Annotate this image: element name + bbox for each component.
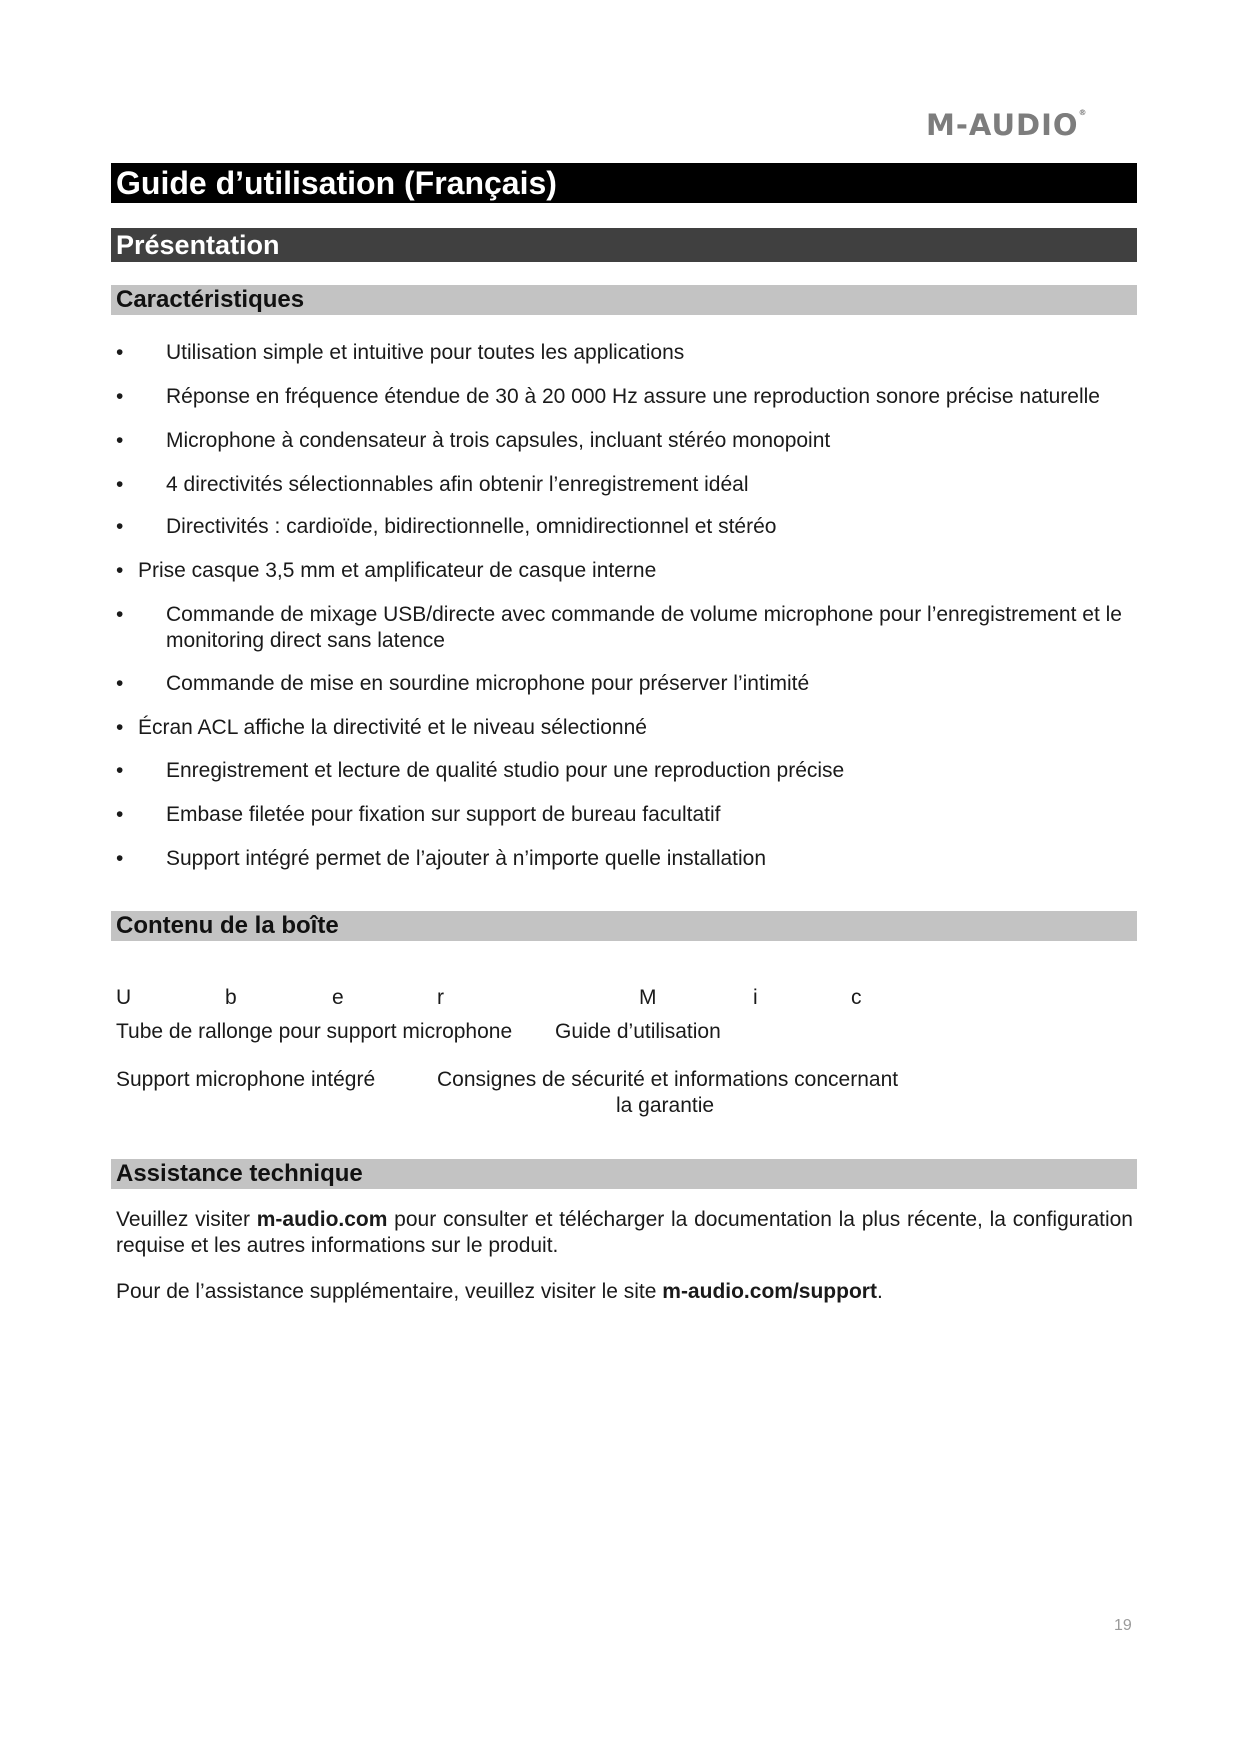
box-item-safety-line2: la garantie [616,1094,715,1117]
support-paragraph-1: Veuillez visiter m-audio.com pour consulter et télécharger la documentation la plus récente, la configuration requise et les autres informations sur le produit. [116,1208,1133,1257]
box-contents-heading: Contenu de la boîte [111,911,1137,941]
box-item-stand: Support microphone intégré [116,1068,376,1091]
brand-logo: M-AUDIO® [926,108,1087,142]
page-title: Guide d’utilisation (Français) [111,163,1137,203]
support-paragraph-2: Pour de l’assistance supplémentaire, veuillez visiter le site m-audio.com/support. [116,1280,883,1303]
feature-item: Enregistrement et lecture de qualité studio pour une reproduction précise [166,759,845,782]
support-link[interactable]: m-audio.com/support [662,1280,877,1303]
bullet: • [116,847,124,870]
feature-item: Réponse en fréquence étendue de 30 à 20 000 Hz assure une reproduction sonore précise naturelle [166,385,1100,408]
section-heading: Présentation [111,228,1137,262]
feature-item: Directivités : cardioïde, bidirectionnelle, omnidirectionnel et stéréo [166,515,777,538]
feature-item: Commande de mixage USB/directe avec commande de volume microphone pour l’enregistrement et le monitoring direct sans latence [166,603,1122,652]
product-letter: i [753,986,758,1009]
support-heading: Assistance technique [111,1159,1137,1189]
product-letter: M [639,986,657,1009]
feature-item: Commande de mise en sourdine microphone pour préserver l’intimité [166,672,810,695]
feature-item: Prise casque 3,5 mm et amplificateur de casque interne [138,559,657,582]
bullet: • [116,341,124,364]
feature-item: 4 directivités sélectionnables afin obtenir l’enregistrement idéal [166,473,749,496]
feature-item: Microphone à condensateur à trois capsules, incluant stéréo monopoint [166,429,831,452]
bullet: • [116,559,124,582]
feature-item: Support intégré permet de l’ajouter à n’importe quelle installation [166,847,767,870]
bullet: • [116,759,124,782]
bullet: • [116,473,124,496]
product-letter: U [116,986,132,1009]
website-link[interactable]: m-audio.com [256,1208,388,1231]
box-item-safety-line1: Consignes de sécurité et informations concernant [437,1068,899,1091]
bullet: • [116,672,124,695]
bullet: • [116,716,124,739]
bullet: • [116,429,124,452]
features-heading: Caractéristiques [111,285,1137,315]
bullet: • [116,603,124,626]
page-number: 19 [1114,1617,1132,1634]
bullet: • [116,385,124,408]
feature-item: Embase filetée pour fixation sur support de bureau facultatif [166,803,721,826]
feature-item: Écran ACL affiche la directivité et le niveau sélectionné [138,716,647,739]
bullet: • [116,515,124,538]
product-letter: e [332,986,344,1009]
feature-item: Utilisation simple et intuitive pour toutes les applications [166,341,685,364]
box-item-user-guide: Guide d’utilisation [555,1020,721,1043]
box-item-extension-tube: Tube de rallonge pour support microphone [116,1020,513,1043]
product-letter: c [851,986,862,1009]
product-letter: b [225,986,237,1009]
product-letter: r [437,986,444,1009]
bullet: • [116,803,124,826]
